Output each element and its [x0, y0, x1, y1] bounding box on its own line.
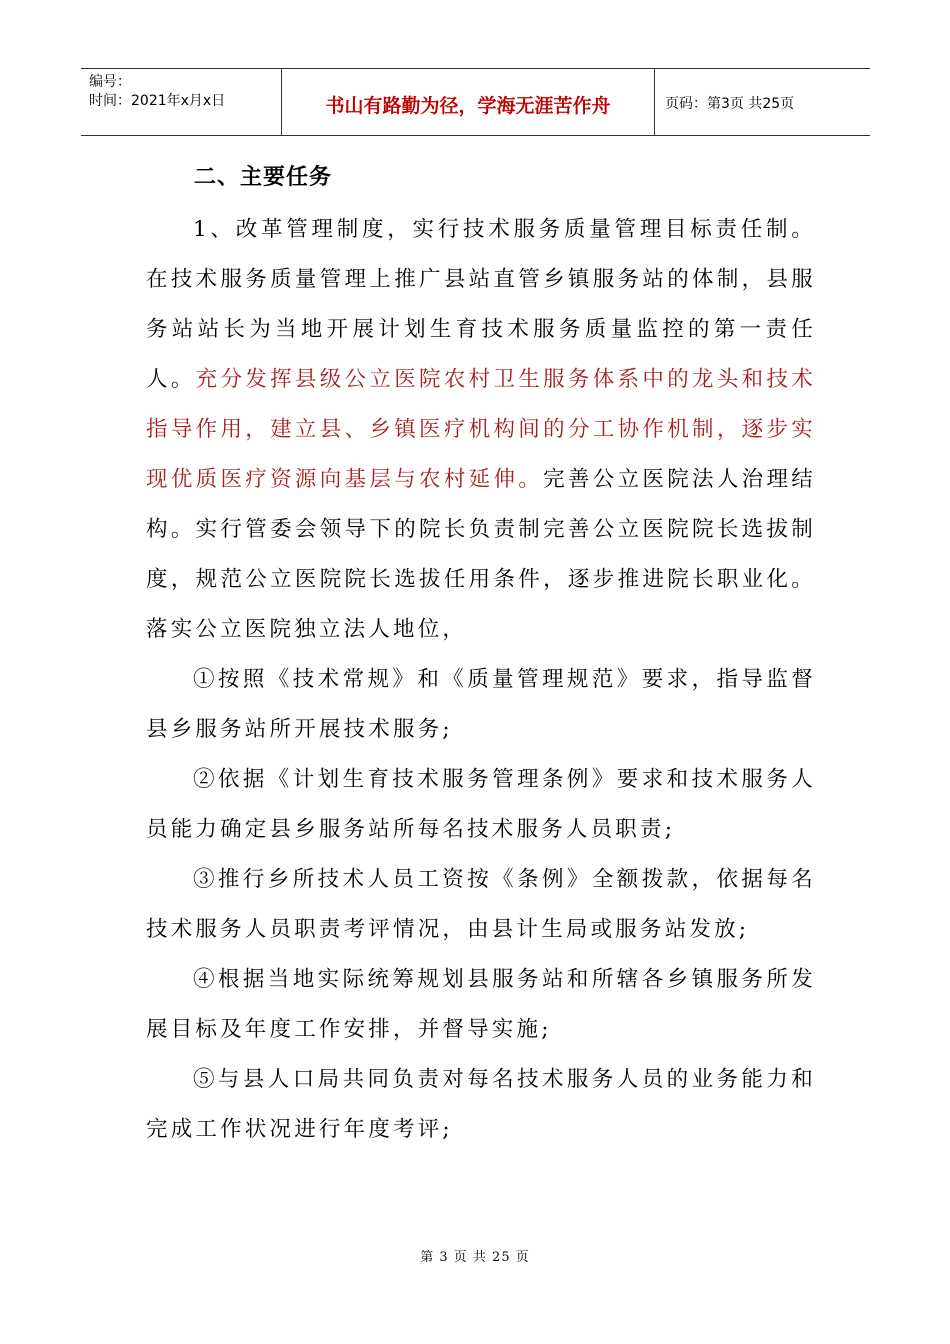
- paragraph-1-part-2: 完善公立医院法人治理结构。实行管委会领导下的院长负责制完善公立医院院长选拔制度，规范公立医院院长选拔任用条件，逐步推进院长职业化。落实公立医院独立法人地位，: [146, 467, 817, 642]
- paragraph-1: [146, 205, 816, 655]
- time-label: 时间：2021年x月x日: [89, 93, 226, 109]
- document-body: [146, 163, 816, 1155]
- header-table: [81, 68, 870, 136]
- list-item-2: ②依据《计划生育技术服务管理条例》要求和技术服务人员能力确定县乡服务站所每名技术服务人员职责;: [146, 767, 816, 842]
- paragraph-1-highlight: 充分发挥县级公立医院农村卫生服务体系中的龙头和技术指导作用，建立县、乡镇医疗机构间的分工协作机制，逐步实现优质医疗资源向基层与农村延伸。: [146, 367, 816, 492]
- page-info: 页码：第3页 共25页: [665, 96, 795, 112]
- paragraph-1-part-1: 1、改革管理制度，实行技术服务质量管理目标责任制。在技术服务质量管理上推广县站直管乡镇服务站的体制，县服务站站长为当地开展计划生育技术服务质量监控的第一责任人。: [146, 217, 816, 392]
- header-left-cell: [81, 69, 282, 135]
- motto: 书山有路勤为径，学海无涯苦作舟: [282, 69, 655, 135]
- list-item-1: ①按照《技术常规》和《质量管理规范》要求，指导监督县乡服务站所开展技术服务;: [146, 667, 816, 742]
- list-item-3: ③推行乡所技术人员工资按《条例》全额拨款，依据每名技术服务人员职责考评情况，由县计生局或服务站发放;: [146, 867, 816, 942]
- list-item-5: ⑤与县人口局共同负责对每名技术服务人员的业务能力和完成工作状况进行年度考评;: [146, 1067, 816, 1142]
- list-item-4: ④根据当地实际统筹规划县服务站和所辖各乡镇服务所发展目标及年度工作安排，并督导实施;: [146, 967, 816, 1042]
- section-heading: 二、主要任务: [194, 165, 333, 190]
- page-footer: 第 3 页 共 25 页: [420, 1250, 530, 1265]
- number-label: 编号：: [89, 74, 131, 90]
